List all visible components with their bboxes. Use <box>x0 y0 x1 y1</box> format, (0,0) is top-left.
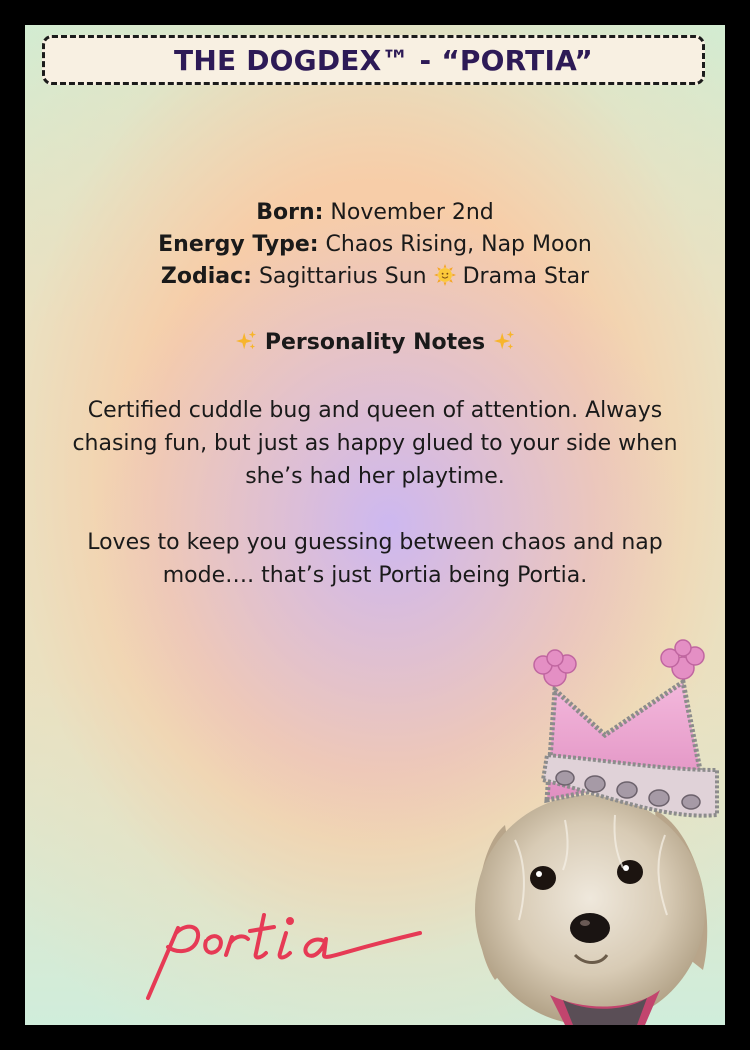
personality-notes-heading <box>25 327 725 359</box>
sparkles-icon <box>235 330 257 352</box>
zodiac-value: Sagittarius Sun <box>251 264 434 289</box>
born-label: Born: <box>256 200 324 225</box>
title-banner <box>42 35 705 85</box>
born-value: November 2nd <box>323 200 494 225</box>
portia-signature <box>140 893 440 1003</box>
zodiac-line <box>25 261 725 293</box>
sun-emoji-icon <box>434 264 456 286</box>
notes-title-text: Personality Notes <box>264 330 486 355</box>
energy-label: Energy Type: <box>158 232 319 257</box>
info-block <box>25 197 725 293</box>
personality-paragraph-1: Certified cuddle bug and queen of attention. Always chasing fun, but just as happy glued to your side when she’s had her playtime. <box>72 398 678 489</box>
sparkles-icon <box>493 330 515 352</box>
energy-value: Chaos Rising, Nap Moon <box>318 232 592 257</box>
portia-dog-photo <box>455 620 725 1025</box>
zodiac-value-2: Drama Star <box>455 264 590 289</box>
dogdex-card <box>25 25 725 1025</box>
zodiac-label: Zodiac: <box>160 264 252 289</box>
born-line <box>25 197 725 229</box>
energy-line <box>25 229 725 261</box>
personality-paragraph-2: Loves to keep you guessing between chaos and nap mode…. that’s just Portia being Portia. <box>87 530 663 588</box>
page-title: THE DOGDEX™ - “PORTIA” <box>174 43 593 77</box>
